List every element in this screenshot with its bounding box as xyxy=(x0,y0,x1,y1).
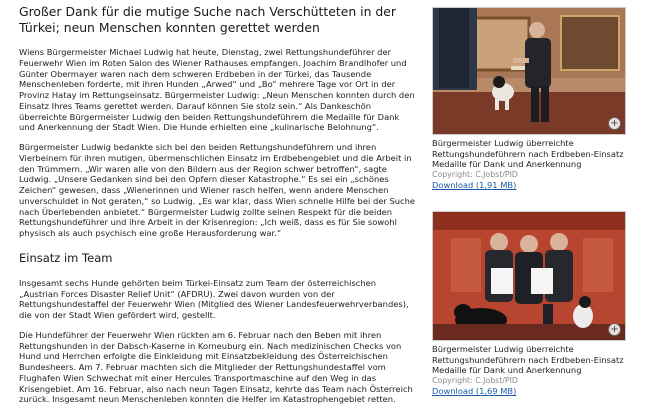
section-title: Einsatz im Team xyxy=(19,250,113,265)
article xyxy=(19,4,417,405)
image-copyright: Copyright: C.Jobst/PID xyxy=(432,169,518,179)
photo-illustration xyxy=(433,212,625,340)
photo-ceremony-dog[interactable] xyxy=(432,7,626,135)
photo-group-medals[interactable] xyxy=(432,211,626,341)
image-teaser xyxy=(432,7,626,190)
article-paragraph: Wiens Bürgermeister Michael Ludwig hat heute, Dienstag, zwei Rettungshundeführer der Feuerwehr Wien im Roten Salon des Wiener Rathauses empfangen. Joachim Brandlhofer und Günter Obermayer waren nach dem schweren Erdbeben in der Türkei, das Tausende Menschenleben forderte, mit ihren Hunden „Arwed“ und „Bo“ mehrere Tage vor Ort in der Provinz Hatay im Rettungseinsatz. Bürgermeister Ludwig: „Neun Menschen konnten durch den Einsatz Ihres Teams gerettet werden. Darauf können Sie stolz sein.“ Als Dankeschön überreichte Bürgermeister Ludwig den beiden Rettungshundeführern die Medaille für Dank und Anerkennung der Stadt Wien. Die Hunde erhielten eine „kulinarische Belohnung“. xyxy=(19,47,415,133)
zoom-plus-icon[interactable]: + xyxy=(608,323,621,336)
article-paragraph: Bürgermeister Ludwig bedankte sich bei den beiden Rettungshundeführern und ihren Vierbeinern für ihren mutigen, übermenschlichen Einsatz im Erdbebengebiet und die Arbeit in den Trümmern. „Wir waren alle von den Bildern aus der Region schwer betroffen“, sagte Ludwig. „Unsere Gedanken sind bei den Opfern dieser Katastrophe.“ Es sei ein „schönes Zeichen“ gewesen, dass „Wienerinnen und Wiener rasch helfen, wenn andere Menschen unverschuldet in Not geraten,“ so Ludwig. „Es war klar, dass Wien schnelle Hilfe bei der Suche nach Überlebenden anbietet.“ Bürgermeister Ludwig zollte seinen Respekt für die beiden Rettungshundeführer und ihre Arbeit in der Krisenregion: „Ich weiß, dass es für Sie sowohl physisch als auch psychisch eine große Herausforderung war.“ xyxy=(19,142,416,238)
zoom-plus-icon[interactable]: + xyxy=(608,117,621,130)
image-caption: Bürgermeister Ludwig überreichte Rettungshundeführern nach Erdbeben-Einsatz Medaille für Dank und Anerkennung xyxy=(432,344,624,376)
article-paragraph: Die Hundeführer der Feuerwehr Wien rückten am 6. Februar nach den Beben mit ihren Rettungshunden in der Dabsch-Kaserne in Korneuburg ein. Nach medizinischen Checks von Hund und Herrchen erfolgte die Einkleidung mit Einsatzbekleidung des Österreichischen Bundesheers. Am 7. Februar machten sich die Mitglieder der Rettungshundestaffel vom Flughafen Wien Schwechat mit einer Hercules Transportmaschine auf den Weg in das Krisengebiet. Am 16. Februar, also nach neun Tagen Einsatz, kehrte das Team nach Österreich zurück. Insgesamt neun Menschenleben konnten die Helfer im Katastrophengebiet retten. xyxy=(19,329,413,405)
photo-illustration xyxy=(433,8,625,134)
image-caption: Bürgermeister Ludwig überreichte Rettungshundeführern nach Erdbeben-Einsatz Medaille für Dank und Anerkennung xyxy=(432,138,624,170)
image-teaser xyxy=(432,211,626,396)
article-paragraph: Insgesamt sechs Hunde gehörten beim Türkei-Einsatz zum Team der österreichischen „Austrian Forces Disaster Relief Unit“ (AFDRU). Zwei davon wurden von der Rettungshundestaffel der Feuerwehr Wien (Mitglied des Wiener Landesfeuerwehrverbandes), die von der Stadt Wien gefördert wird, gestellt. xyxy=(19,277,409,320)
download-link[interactable]: Download (1,69 MB) xyxy=(432,385,517,396)
image-copyright: Copyright: C.Jobst/PID xyxy=(432,375,518,385)
article-headline: Großer Dank für die mutige Suche nach Verschütteten in der Türkei; neun Menschen konnten gerettet werden xyxy=(19,4,396,35)
download-link[interactable]: Download (1,91 MB) xyxy=(432,179,517,190)
